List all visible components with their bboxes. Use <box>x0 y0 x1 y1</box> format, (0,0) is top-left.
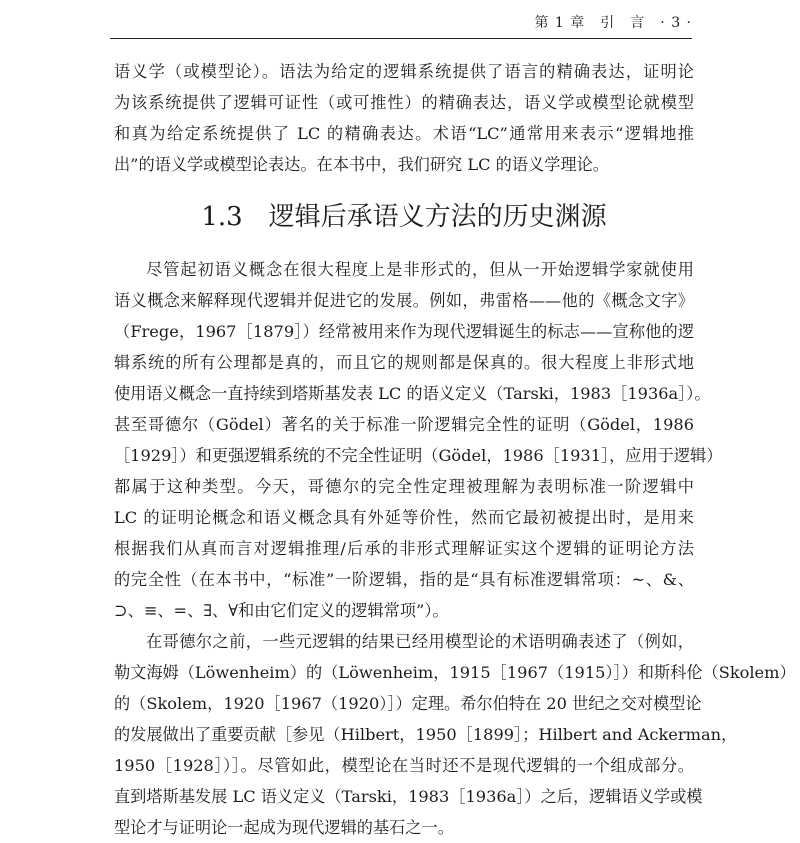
text-line: 使用语义概念一直持续到塔斯基发表 LC 的语义定义（Tarski，1983［1936a］）。 <box>114 384 711 403</box>
text-line: 甚至哥德尔（Gödel）著名的关于标准一阶逻辑完全性的证明（Gödel，1986 <box>114 415 694 434</box>
text-line: 型论才与证明论一起成为现代逻辑的基石之一。 <box>114 818 454 837</box>
chapter-header: 第 1 章 引 言 · 3 · <box>534 15 692 31</box>
text-line: LC 的证明论概念和语义概念具有外延等价性，然而它最初被提出时，是用来 <box>114 508 694 527</box>
text-line: 的完全性（在本书中，“标准”一阶逻辑，指的是“具有标准逻辑常项：~、&、 <box>114 570 694 589</box>
text-line: 出”的语义学或模型论表达。在本书中，我们研究 LC 的语义学理论。 <box>114 155 609 174</box>
text-line: （Frege，1967［1879］）经常被用来作为现代逻辑诞生的标志——宣称他的逻 <box>114 322 694 341</box>
text-line: 都属于这种类型。今天，哥德尔的完全性定理被理解为表明标准一阶逻辑中 <box>114 477 694 496</box>
text-line: 勒文海姆（Löwenheim）的（Löwenheim，1915［1967（1915）］）和斯科伦（Skolem） <box>114 663 796 682</box>
text-line: 尽管起初语义概念在很大程度上是非形式的，但从一开始逻辑学家就使用 <box>146 260 694 279</box>
page-body <box>114 56 796 843</box>
text-line: 直到塔斯基发展 LC 语义定义（Tarski，1983［1936a］）之后，逻辑语义学或模 <box>114 787 703 806</box>
text-line: 语义学（或模型论）。语法为给定的逻辑系统提供了语言的精确表达，证明论 <box>114 62 694 81</box>
text-line: 的发展做出了重要贡献［参见（Hilbert，1950［1899］；Hilbert and Ackerman， <box>114 725 738 744</box>
running-header <box>0 0 800 42</box>
header-rule <box>110 38 692 39</box>
text-line: 根据我们从真而言对逻辑推理/后承的非形式理解证实这个逻辑的证明论方法 <box>114 539 694 558</box>
text-line: 为该系统提供了逻辑可证性（或可推性）的精确表达，语义学或模型论就模型 <box>114 93 694 112</box>
text-line: 的（Skolem，1920［1967（1920）］）定理。希尔伯特在 20 世纪之交对模型论 <box>114 694 702 713</box>
text-line: 1950［1928］）］。尽管如此，模型论在当时还不是现代逻辑的一个组成部分。 <box>114 756 694 775</box>
text-line: 在哥德尔之前，一些元逻辑的结果已经用模型论的术语明确表述了（例如， <box>146 632 694 651</box>
text-line: ⊃、≡、=、∃、∀和由它们定义的逻辑常项”）。 <box>114 601 449 620</box>
section-title: 1.3 逻辑后承语义方法的历史渊源 <box>201 202 607 232</box>
text-line: 辑系统的所有公理都是真的，而且它的规则都是保真的。很大程度上非形式地 <box>114 353 694 372</box>
text-line: 和真为给定系统提供了 LC 的精确表达。术语“LC”通常用来表示“逻辑地推 <box>114 124 694 143</box>
text-line: 语义概念来解释现代逻辑并促进它的发展。例如，弗雷格——他的《概念文字》 <box>114 291 694 310</box>
text-line: ［1929］）和更强逻辑系统的不完全性证明（Gödel，1986［1931］，应用于逻辑） <box>114 446 723 465</box>
